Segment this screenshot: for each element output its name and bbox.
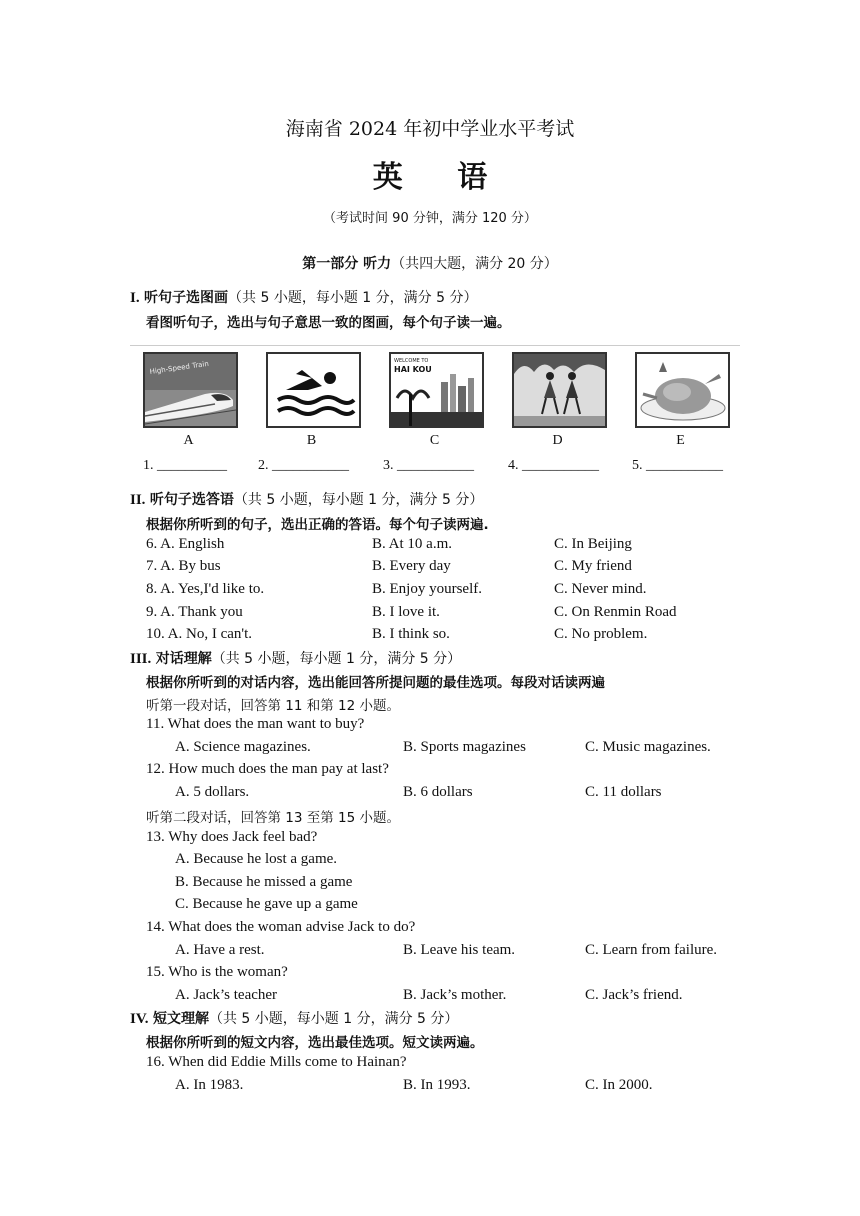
subject-title: 英 语 — [372, 160, 510, 195]
q10-option-c: C. No problem. — [554, 626, 648, 642]
section-2-instruction: 根据你所听到的句子，选出正确的答语。每个句子读两遍. — [146, 517, 489, 533]
q13-option-a: A. Because he lost a game. — [175, 851, 338, 867]
part-heading — [0, 253, 860, 273]
dialog-2-intro: 听第二段对话，回答第 13 至第 15 小题。 — [146, 810, 401, 826]
answer-blank-5[interactable]: 5. ___________ — [632, 458, 723, 473]
q16-option-a: A. In 1983. — [175, 1077, 244, 1093]
section-2-note: （共 5 小题，每小题 1 分，满分 5 分） — [233, 492, 484, 508]
q9-option-b: B. I love it. — [372, 604, 440, 620]
q11-option-c: C. Music magazines. — [585, 739, 711, 755]
q13-option-b: B. Because he missed a game — [175, 874, 353, 890]
section-2-num: II. — [130, 492, 146, 508]
roast-chicken-icon — [635, 352, 730, 428]
exam-note: （考试时间 90 分钟，满分 120 分） — [323, 211, 537, 226]
part-name: 第一部分 听力 — [302, 256, 392, 272]
q11-stem: 11. What does the man want to buy? — [146, 716, 365, 732]
q6-option-a: 6. A. English — [146, 536, 225, 552]
q12-option-b: B. 6 dollars — [403, 784, 473, 800]
q12-stem: 12. How much does the man pay at last? — [146, 761, 389, 777]
q14-option-a: A. Have a rest. — [175, 942, 265, 958]
section-3-heading — [130, 648, 461, 668]
q13-stem: 13. Why does Jack feel bad? — [146, 829, 318, 845]
q8-option-b: B. Enjoy yourself. — [372, 581, 482, 597]
exam-title: 海南省 2024 年初中学业水平考试 — [285, 118, 575, 140]
section-3-note: （共 5 小题，每小题 1 分，满分 5 分） — [211, 651, 462, 667]
haikou-caption-2: HAI KOU — [394, 365, 432, 374]
section-3-num: III. — [130, 651, 152, 667]
picture-label-b: B — [306, 433, 317, 448]
q11-option-a: A. Science magazines. — [175, 739, 311, 755]
section-1-heading — [130, 287, 477, 307]
haikou-skyline-icon — [389, 352, 484, 428]
q10-option-a: 10. A. No, I can't. — [146, 626, 253, 642]
section-4-num: IV. — [130, 1011, 149, 1027]
swimming-icon — [266, 352, 361, 428]
q13-option-c: C. Because he gave up a game — [175, 896, 358, 912]
section-4-name: 短文理解 — [152, 1011, 209, 1027]
answer-blank-4[interactable]: 4. ___________ — [508, 458, 599, 473]
section-1-instruction: 看图听句子，选出与句子意思一致的图画，每个句子读一遍。 — [146, 315, 511, 331]
picture-label-d: D — [552, 433, 563, 448]
section-1-name: 听句子选图画 — [144, 290, 229, 306]
q16-option-c: C. In 2000. — [585, 1077, 653, 1093]
picture-label-e: E — [676, 433, 685, 448]
answer-blank-2[interactable]: 2. ___________ — [258, 458, 349, 473]
q6-option-c: C. In Beijing — [554, 536, 632, 552]
answer-blank-3[interactable]: 3. ___________ — [383, 458, 474, 473]
dancers-icon — [512, 352, 607, 428]
section-1-num: I. — [130, 290, 140, 306]
q15-option-b: B. Jack’s mother. — [403, 987, 507, 1003]
section-1-note: （共 5 小题，每小题 1 分，满分 5 分） — [228, 290, 478, 306]
train-caption: High-Speed Train — [149, 359, 210, 376]
q11-option-b: B. Sports magazines — [403, 739, 526, 755]
section-2-name: 听句子选答语 — [149, 492, 234, 508]
q7-option-a: 7. A. By bus — [146, 558, 221, 574]
section-3-instruction: 根据你所听到的对话内容，选出能回答所提问题的最佳选项。每段对话读两遍 — [146, 675, 605, 691]
section-4-note: （共 5 小题，每小题 1 分，满分 5 分） — [208, 1011, 459, 1027]
section-4-instruction: 根据你所听到的短文内容，选出最佳选项。短文读两遍。 — [146, 1035, 484, 1051]
q8-option-c: C. Never mind. — [554, 581, 647, 597]
high-speed-train-icon — [143, 352, 238, 428]
section-2-heading — [130, 489, 483, 509]
q10-option-b: B. I think so. — [372, 626, 450, 642]
q7-option-b: B. Every day — [372, 558, 451, 574]
q15-option-a: A. Jack’s teacher — [175, 987, 278, 1003]
q15-option-c: C. Jack’s friend. — [585, 987, 683, 1003]
picture-label-c: C — [429, 433, 440, 448]
section-4-heading — [130, 1008, 458, 1028]
q15-stem: 15. Who is the woman? — [146, 964, 288, 980]
q6-option-b: B. At 10 a.m. — [372, 536, 453, 552]
q16-stem: 16. When did Eddie Mills come to Hainan? — [146, 1054, 407, 1070]
answer-blank-1[interactable]: 1. __________ — [143, 458, 227, 473]
divider — [130, 345, 740, 346]
q14-option-c: C. Learn from failure. — [585, 942, 718, 958]
part-note: （共四大题，满分 20 分） — [391, 256, 558, 272]
section-3-name: 对话理解 — [155, 651, 212, 667]
q9-option-c: C. On Renmin Road — [554, 604, 677, 620]
dialog-1-intro: 听第一段对话，回答第 11 和第 12 小题。 — [146, 698, 401, 714]
q12-option-a: A. 5 dollars. — [175, 784, 250, 800]
q9-option-a: 9. A. Thank you — [146, 604, 243, 620]
haikou-caption-1: WELCOME TO — [394, 358, 429, 364]
q14-stem: 14. What does the woman advise Jack to do? — [146, 919, 416, 935]
picture-label-a: A — [183, 433, 194, 448]
q12-option-c: C. 11 dollars — [585, 784, 662, 800]
q8-option-a: 8. A. Yes,I'd like to. — [146, 581, 265, 597]
q14-option-b: B. Leave his team. — [403, 942, 516, 958]
q16-option-b: B. In 1993. — [403, 1077, 471, 1093]
q7-option-c: C. My friend — [554, 558, 632, 574]
